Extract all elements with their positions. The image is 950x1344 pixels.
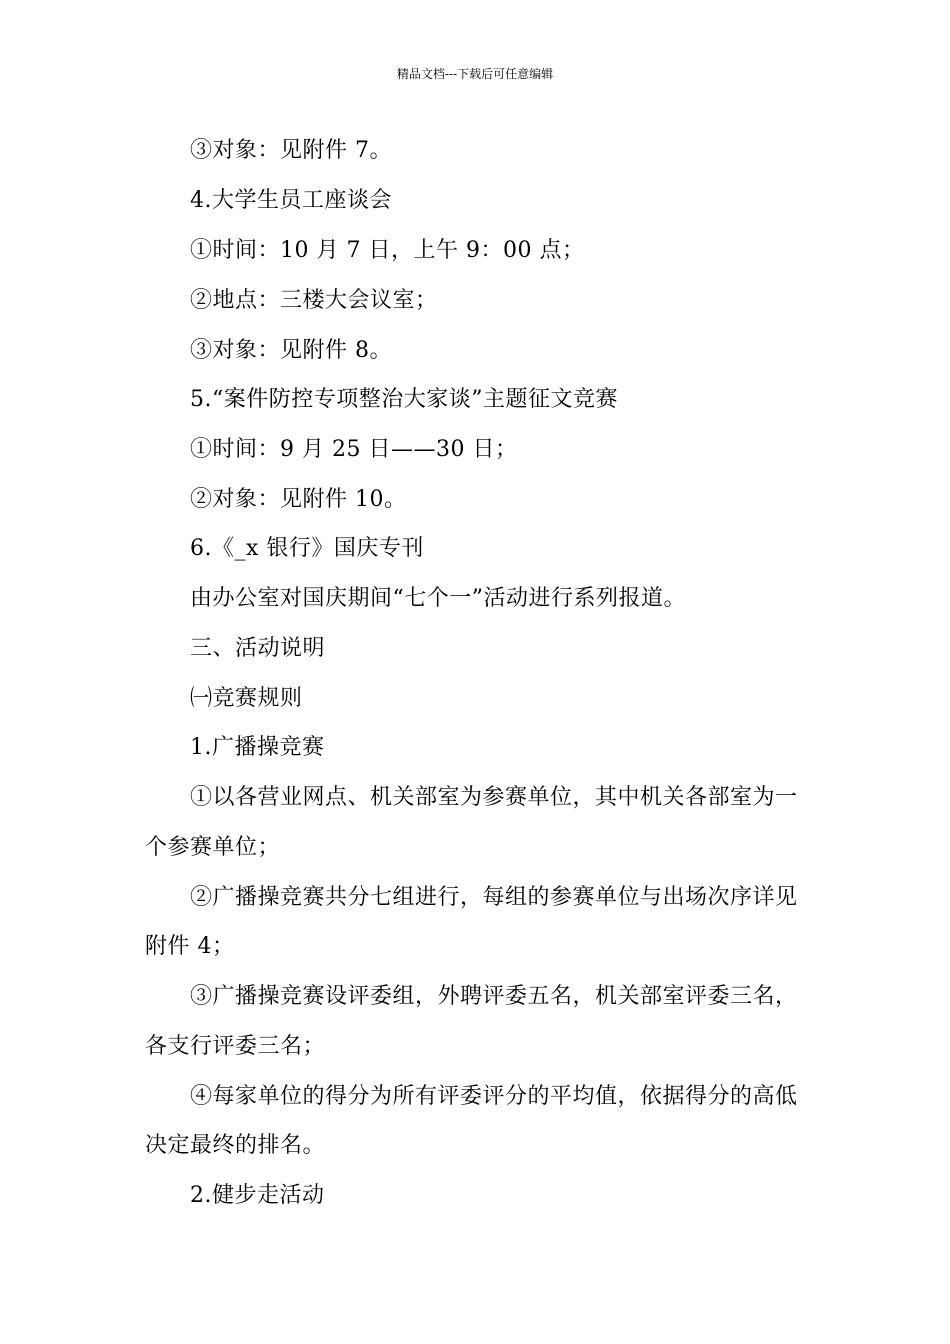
paragraph-line: ③广播操竞赛设评委组，外聘评委五名，机关部室评委三名， [190,984,798,1009]
section-heading: 5.“案件防控专项整治大家谈”主题征文竞赛 [190,387,618,412]
paragraph-line: ③对象：见附件 7。 [190,138,392,163]
section-heading: ㈠竞赛规则 [190,686,303,711]
paragraph-line: ③对象：见附件 8。 [190,338,392,363]
paragraph-line: 决定最终的排名。 [145,1133,326,1158]
paragraph-line: ②对象：见附件 10。 [190,487,407,512]
paragraph-line: 由办公室对国庆期间“七个一”活动进行系列报道。 [190,586,686,611]
section-heading: 2.健步走活动 [190,1183,325,1208]
section-heading: 1.广播操竞赛 [190,735,325,760]
page-header: 精品文档---下载后可任意编辑 [396,67,554,81]
paragraph-line: ②广播操竞赛共分七组进行，每组的参赛单位与出场次序详见 [190,885,798,910]
paragraph-line: ①以各营业网点、机关部室为参赛单位，其中机关各部室为一 [190,785,798,810]
paragraph-line: ①时间：10 月 7 日，上午 9：00 点； [190,238,585,263]
section-heading: 三、活动说明 [190,636,326,661]
paragraph-line: 各支行评委三名； [145,1034,326,1059]
section-heading: 6.《_x 银行》国庆专刊 [190,536,424,561]
paragraph-line: ②地点：三楼大会议室； [190,288,438,313]
paragraph-line: ①时间：9 月 25 日——30 日； [190,437,518,462]
paragraph-line: 附件 4； [145,934,235,959]
paragraph-line: ④每家单位的得分为所有评委评分的平均值，依据得分的高低 [190,1084,798,1109]
paragraph-line: 个参赛单位； [145,835,281,860]
section-heading: 4.大学生员工座谈会 [190,188,392,213]
